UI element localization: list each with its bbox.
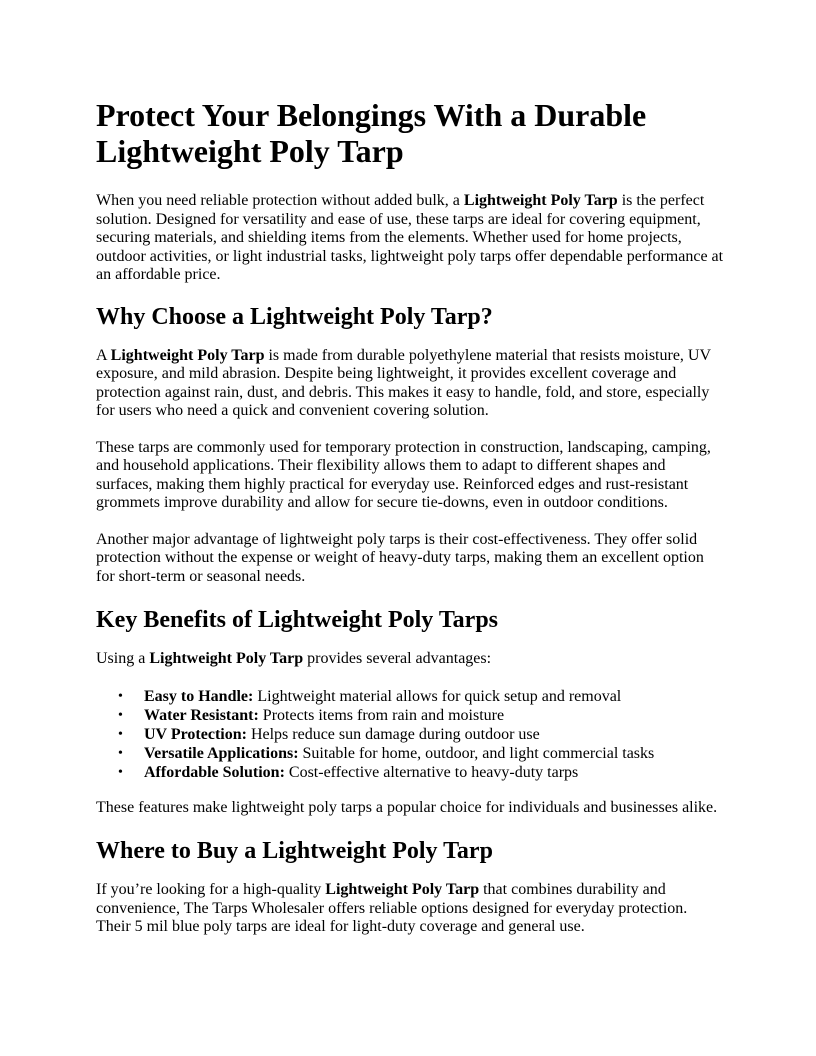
buy-text-start: If you’re looking for a high-quality (96, 881, 326, 898)
why-p1-start: A (96, 346, 111, 364)
list-item (96, 763, 724, 782)
benefits-lead (96, 650, 724, 669)
benefits-list (96, 687, 724, 782)
buy-text-end: that combines durability and convenience, The Tarps Wholesaler offers reliable options designed for everyday protection. Their 5 mil blue poly tarps are ideal for light-duty coverage and general use. (96, 881, 688, 935)
why-p1-keyword: Lightweight Poly Tarp (110, 346, 265, 364)
benefit-text: Helps reduce sun damage during outdoor use (246, 725, 540, 743)
buy-paragraph (96, 881, 724, 937)
intro-text-start: When you need reliable protection without added bulk, a (96, 192, 464, 209)
list-item (96, 744, 724, 763)
list-item (96, 706, 724, 725)
list-item (96, 725, 724, 744)
bullet-icon: • (118, 745, 123, 761)
intro-text-end: is the perfect solution. Designed for versatility and ease of use, these tarps are ideal for covering equipment, securing materials, and shielding items from the elements. Whether used for home projects, outdoor activities, or light industrial tasks, lightweight poly tarps offer dependable performance at an affordable price. (96, 192, 724, 283)
benefit-text: Cost-effective alternative to heavy-duty tarps (284, 763, 579, 781)
document-content (96, 97, 724, 955)
benefit-label: Easy to Handle: (144, 687, 254, 705)
intro-keyword: Lightweight Poly Tarp (463, 192, 618, 209)
why-heading: Why Choose a Lightweight Poly Tarp? (96, 303, 493, 330)
benefit-label: Versatile Applications: (144, 744, 299, 762)
buy-heading: Where to Buy a Lightweight Poly Tarp (96, 838, 493, 864)
why-paragraph-1 (96, 347, 724, 421)
list-item (96, 687, 724, 706)
benefits-heading: Key Benefits of Lightweight Poly Tarps (96, 607, 499, 633)
benefit-label: Water Resistant: (144, 706, 259, 724)
why-paragraph-3: Another major advantage of lightweight poly tarps is their cost-effectiveness. They offer solid protection without the expense or weight of heavy-duty tarps, making them an excellent option for short-term or seasonal needs. (96, 530, 704, 585)
benefits-lead-start: Using a (96, 650, 150, 667)
benefits-closing: These features make lightweight poly tarps a popular choice for individuals and businesses alike. (96, 798, 718, 816)
benefit-text: Protects items from rain and moisture (258, 706, 505, 724)
benefits-lead-end: provides several advantages: (303, 650, 492, 667)
benefit-label: UV Protection: (144, 725, 247, 743)
benefit-text: Lightweight material allows for quick setup and removal (253, 687, 622, 705)
why-paragraph-2: These tarps are commonly used for temporary protection in construction, landscaping, camping, and household applications. Their flexibility allows them to adapt to different shapes and surfaces, making them highly practical for everyday use. Reinforced edges and rust-resistant grommets improve durability and allow for secure tie-downs, even in outdoor conditions. (96, 438, 711, 511)
page-title: Protect Your Belongings With a Durable Lightweight Poly Tarp (96, 97, 647, 169)
buy-keyword: Lightweight Poly Tarp (325, 881, 480, 898)
bullet-icon: • (118, 707, 123, 723)
bullet-icon: • (118, 726, 123, 742)
benefit-label: Affordable Solution: (144, 763, 285, 781)
bullet-icon: • (118, 688, 123, 704)
why-p1-end: is made from durable polyethylene material that resists moisture, UV exposure, and mild abrasion. Despite being lightweight, it provides excellent coverage and protection against rain, dust, and debris. This makes it easy to handle, fold, and store, especially for users who need a quick and convenient covering solution. (96, 346, 711, 419)
benefit-text: Suitable for home, outdoor, and light commercial tasks (298, 744, 655, 762)
bullet-icon: • (118, 764, 123, 780)
intro-paragraph (96, 192, 724, 285)
benefits-lead-keyword: Lightweight Poly Tarp (149, 650, 304, 667)
